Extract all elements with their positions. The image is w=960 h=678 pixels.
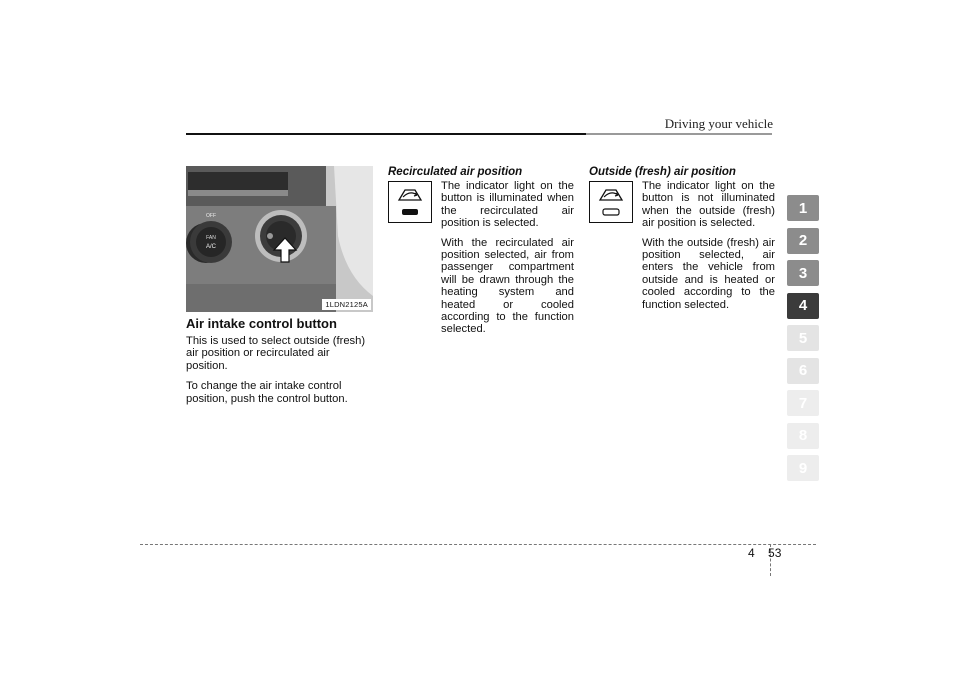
section-title: Driving your vehicle: [664, 116, 773, 131]
panel-ac-label: A/C: [205, 244, 217, 250]
recirculated-air-icon: [388, 181, 432, 223]
outside-air-section: [589, 166, 775, 318]
outside-air-heading: Outside (fresh) air position: [589, 166, 736, 178]
chapter-tab-9[interactable]: 9: [787, 455, 819, 481]
recirculated-indicator-text: The indicator light on the button is illuminated when the recirculated air position is selected.: [441, 180, 574, 230]
recirculated-function-text: With the recirculated air position selected, air from passenger compartment will be drawn through the heating system and heated or cooled according to the function selected.: [441, 236, 574, 336]
chapter-tab-8[interactable]: 8: [787, 423, 819, 449]
page-chapter: 4: [748, 546, 755, 560]
chapter-tab-6[interactable]: 6: [787, 358, 819, 384]
outside-air-icon: [589, 181, 633, 223]
air-intake-instruction: To change the air intake control position, push the control button.: [186, 380, 348, 405]
header-rule-accent: [586, 133, 772, 135]
outside-air-indicator-text: The indicator light on the button is not illuminated when the outside (fresh) air position is selected.: [642, 180, 775, 230]
page-number: [748, 546, 781, 560]
outside-air-function-text: With the outside (fresh) air position selected, air enters the vehicle from outside and is heated or cooled according to the function selected.: [642, 236, 775, 311]
svg-text:FAN: FAN: [206, 235, 216, 241]
chapter-tab-7[interactable]: 7: [787, 390, 819, 416]
air-intake-heading: Air intake control button: [186, 316, 337, 331]
chapter-tab-1[interactable]: 1: [787, 195, 819, 221]
chapter-tab-4[interactable]: 4: [787, 293, 819, 319]
chapter-tab-5[interactable]: 5: [787, 325, 819, 351]
control-panel-illustration: [186, 166, 373, 312]
photo-caption: 1LDN2125A: [322, 299, 371, 310]
chapter-tabs: [787, 195, 819, 488]
air-intake-section: [186, 316, 374, 413]
air-intake-description: This is used to select outside (fresh) air position or recirculated air position.: [186, 335, 366, 372]
footer-rule: [140, 544, 816, 545]
page-index: 53: [768, 546, 782, 560]
recirculated-section: [388, 166, 574, 343]
control-panel-photo: [186, 166, 373, 312]
chapter-tab-3[interactable]: 3: [787, 260, 819, 286]
recirculated-heading: Recirculated air position: [388, 166, 523, 178]
chapter-tab-2[interactable]: 2: [787, 228, 819, 254]
panel-off-label: OFF: [206, 213, 216, 219]
